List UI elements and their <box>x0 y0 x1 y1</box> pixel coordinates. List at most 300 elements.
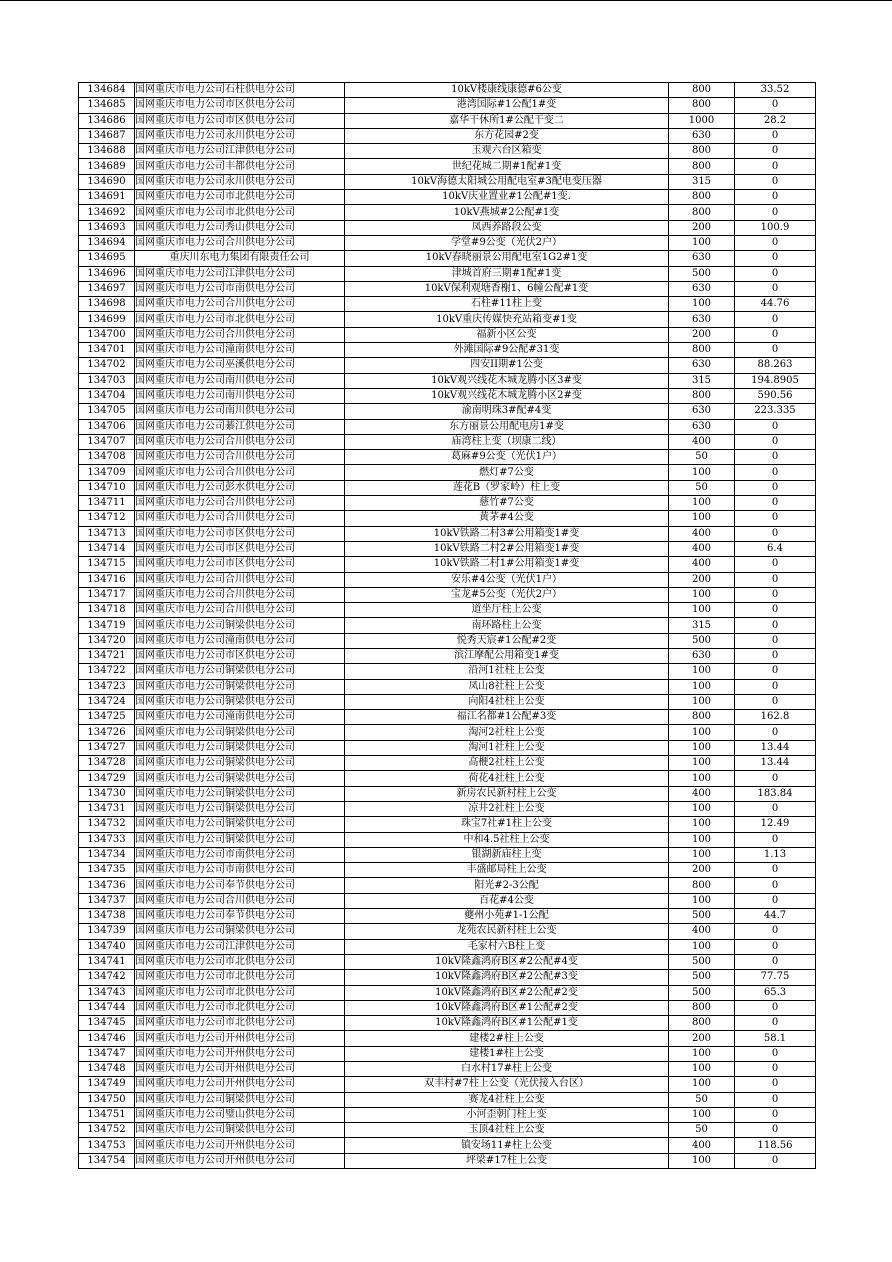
table-row <box>79 251 816 266</box>
table-row <box>79 327 816 342</box>
row-id-cell: 134685 <box>79 98 135 113</box>
row-id-cell: 134713 <box>79 526 135 541</box>
row-id-cell: 134727 <box>79 740 135 755</box>
value-cell: 88.263 <box>735 358 816 373</box>
table-row <box>79 511 816 526</box>
value-cell: 0 <box>735 1107 816 1122</box>
value-cell: 65.3 <box>735 985 816 1000</box>
capacity-cell: 630 <box>669 281 735 296</box>
company-cell: 国网重庆市电力公司南川供电分公司 <box>135 404 345 419</box>
row-id-cell: 134734 <box>79 847 135 862</box>
value-cell: 118.56 <box>735 1138 816 1153</box>
value-cell: 0 <box>735 251 816 266</box>
capacity-cell: 50 <box>669 480 735 495</box>
row-id-cell: 134745 <box>79 1016 135 1031</box>
company-cell: 国网重庆市电力公司开州供电分公司 <box>135 1153 345 1168</box>
capacity-cell: 100 <box>669 1062 735 1077</box>
capacity-cell: 100 <box>669 801 735 816</box>
transformer-name-cell: 10kV铁路二村3#公用箱变1#变 <box>345 526 669 541</box>
transformer-name-cell: 建楼1#柱上公变 <box>345 1046 669 1061</box>
value-cell: 0 <box>735 648 816 663</box>
row-id-cell: 134688 <box>79 144 135 159</box>
table-row <box>79 1153 816 1168</box>
row-id-cell: 134741 <box>79 954 135 969</box>
company-cell: 国网重庆市电力公司市南供电分公司 <box>135 863 345 878</box>
row-id-cell: 134686 <box>79 113 135 128</box>
transformer-name-cell: 玉观六台区箱变 <box>345 144 669 159</box>
capacity-cell: 630 <box>669 312 735 327</box>
table-row <box>79 266 816 281</box>
transformer-name-cell: 10kV隆鑫鸿府B区#2公配#3变 <box>345 970 669 985</box>
row-id-cell: 134723 <box>79 679 135 694</box>
transformer-name-cell: 银湖新庙柱上变 <box>345 847 669 862</box>
capacity-cell: 500 <box>669 266 735 281</box>
company-cell: 国网重庆市电力公司铜梁供电分公司 <box>135 1123 345 1138</box>
transformer-name-cell: 珠宝7社#1柱上公变 <box>345 817 669 832</box>
capacity-cell: 200 <box>669 327 735 342</box>
row-id-cell: 134754 <box>79 1153 135 1168</box>
value-cell: 1.13 <box>735 847 816 862</box>
capacity-cell: 100 <box>669 235 735 250</box>
table-row <box>79 388 816 403</box>
company-cell: 国网重庆市电力公司奉节供电分公司 <box>135 878 345 893</box>
table-row <box>79 878 816 893</box>
row-id-cell: 134719 <box>79 618 135 633</box>
capacity-cell: 1000 <box>669 113 735 128</box>
table-row <box>79 434 816 449</box>
capacity-cell: 100 <box>669 832 735 847</box>
company-cell: 国网重庆市电力公司合川供电分公司 <box>135 434 345 449</box>
value-cell: 0 <box>735 1092 816 1107</box>
capacity-cell: 400 <box>669 786 735 801</box>
capacity-cell: 800 <box>669 710 735 725</box>
value-cell: 0 <box>735 664 816 679</box>
transformer-name-cell: 阳光#2-3公配 <box>345 878 669 893</box>
table-row <box>79 312 816 327</box>
transformer-name-cell: 10kV保利观塘香榭1、6幢公配#1变 <box>345 281 669 296</box>
transformer-name-cell: 毛家村六B柱上变 <box>345 939 669 954</box>
table-row <box>79 756 816 771</box>
company-cell: 国网重庆市电力公司綦江供电分公司 <box>135 419 345 434</box>
company-cell: 国网重庆市电力公司铜梁供电分公司 <box>135 801 345 816</box>
value-cell: 0 <box>735 511 816 526</box>
transformer-name-cell: 赛龙4社柱上公变 <box>345 1092 669 1107</box>
table-row <box>79 83 816 98</box>
table-row <box>79 526 816 541</box>
transformer-name-cell: 凤西养路段公变 <box>345 220 669 235</box>
value-cell: 33.52 <box>735 83 816 98</box>
transformer-name-cell: 淘河1社柱上公变 <box>345 740 669 755</box>
company-cell: 国网重庆市电力公司开州供电分公司 <box>135 1046 345 1061</box>
company-cell: 国网重庆市电力公司开州供电分公司 <box>135 1031 345 1046</box>
row-id-cell: 134695 <box>79 251 135 266</box>
table-row <box>79 174 816 189</box>
table-row <box>79 144 816 159</box>
table-row <box>79 220 816 235</box>
value-cell: 0 <box>735 1046 816 1061</box>
company-cell: 重庆川东电力集团有限责任公司 <box>135 251 345 266</box>
transformer-name-cell: 双丰村#7柱上公变（光伏接入台区） <box>345 1077 669 1092</box>
table-row <box>79 557 816 572</box>
value-cell: 0 <box>735 312 816 327</box>
company-cell: 国网重庆市电力公司开州供电分公司 <box>135 1062 345 1077</box>
row-id-cell: 134700 <box>79 327 135 342</box>
row-id-cell: 134718 <box>79 603 135 618</box>
transformer-name-cell: 坪梁#17柱上公变 <box>345 1153 669 1168</box>
company-cell: 国网重庆市电力公司秀山供电分公司 <box>135 220 345 235</box>
transformer-name-cell: 10kV海德太阳城公用配电室#3配电变压器 <box>345 174 669 189</box>
value-cell: 0 <box>735 327 816 342</box>
row-id-cell: 134714 <box>79 541 135 556</box>
row-id-cell: 134707 <box>79 434 135 449</box>
row-id-cell: 134690 <box>79 174 135 189</box>
value-cell: 0 <box>735 863 816 878</box>
value-cell: 183.84 <box>735 786 816 801</box>
table-row <box>79 909 816 924</box>
capacity-cell: 100 <box>669 893 735 908</box>
row-id-cell: 134708 <box>79 450 135 465</box>
capacity-cell: 630 <box>669 128 735 143</box>
value-cell: 0 <box>735 465 816 480</box>
row-id-cell: 134710 <box>79 480 135 495</box>
table-row <box>79 465 816 480</box>
transformer-name-cell: 丰盛邮局柱上公变 <box>345 863 669 878</box>
table-row <box>79 404 816 419</box>
table-row <box>79 603 816 618</box>
page-top-rule <box>0 0 892 1</box>
company-cell: 国网重庆市电力公司铜梁供电分公司 <box>135 1092 345 1107</box>
table-row <box>79 939 816 954</box>
transformer-name-cell: 庙湾柱上变（坝康二线） <box>345 434 669 449</box>
company-cell: 国网重庆市电力公司市区供电分公司 <box>135 541 345 556</box>
value-cell: 0 <box>735 725 816 740</box>
transformer-name-cell: 东方丽景公用配电房1#变 <box>345 419 669 434</box>
value-cell: 0 <box>735 496 816 511</box>
value-cell: 0 <box>735 450 816 465</box>
value-cell: 162.8 <box>735 710 816 725</box>
transformer-name-cell: 嘉华干休所1#公配干变二 <box>345 113 669 128</box>
row-id-cell: 134743 <box>79 985 135 1000</box>
capacity-cell: 630 <box>669 404 735 419</box>
row-id-cell: 134740 <box>79 939 135 954</box>
company-cell: 国网重庆市电力公司市区供电分公司 <box>135 526 345 541</box>
table-row <box>79 1031 816 1046</box>
value-cell: 0 <box>735 633 816 648</box>
transformer-name-cell: 10kV铁路二村1#公用箱变1#变 <box>345 557 669 572</box>
table-row <box>79 128 816 143</box>
value-cell: 13.44 <box>735 740 816 755</box>
capacity-cell: 100 <box>669 511 735 526</box>
row-id-cell: 134729 <box>79 771 135 786</box>
capacity-cell: 315 <box>669 373 735 388</box>
company-cell: 国网重庆市电力公司铜梁供电分公司 <box>135 679 345 694</box>
company-cell: 国网重庆市电力公司江津供电分公司 <box>135 266 345 281</box>
capacity-cell: 315 <box>669 618 735 633</box>
transformer-name-cell: 10kV观兴线花木城龙腾小区3#变 <box>345 373 669 388</box>
capacity-cell: 800 <box>669 1000 735 1015</box>
capacity-cell: 100 <box>669 679 735 694</box>
table-row <box>79 358 816 373</box>
table-row <box>79 572 816 587</box>
table-row <box>79 648 816 663</box>
capacity-cell: 100 <box>669 725 735 740</box>
company-cell: 国网重庆市电力公司市南供电分公司 <box>135 281 345 296</box>
transformer-name-cell: 龙苑农民新村柱上公变 <box>345 924 669 939</box>
capacity-cell: 315 <box>669 174 735 189</box>
capacity-cell: 500 <box>669 970 735 985</box>
value-cell: 0 <box>735 144 816 159</box>
transformer-name-cell: 沿河1社柱上公变 <box>345 664 669 679</box>
value-cell: 77.75 <box>735 970 816 985</box>
table-row <box>79 694 816 709</box>
value-cell: 0 <box>735 572 816 587</box>
row-id-cell: 134694 <box>79 235 135 250</box>
capacity-cell: 100 <box>669 1077 735 1092</box>
table-row <box>79 618 816 633</box>
table-row <box>79 1123 816 1138</box>
value-cell: 0 <box>735 557 816 572</box>
company-cell: 国网重庆市电力公司铜梁供电分公司 <box>135 725 345 740</box>
row-id-cell: 134752 <box>79 1123 135 1138</box>
company-cell: 国网重庆市电力公司市区供电分公司 <box>135 113 345 128</box>
table-row <box>79 771 816 786</box>
capacity-cell: 800 <box>669 159 735 174</box>
row-id-cell: 134751 <box>79 1107 135 1122</box>
value-cell: 6.4 <box>735 541 816 556</box>
row-id-cell: 134706 <box>79 419 135 434</box>
transformer-name-cell: 向阳4社柱上公变 <box>345 694 669 709</box>
company-cell: 国网重庆市电力公司市北供电分公司 <box>135 190 345 205</box>
transformer-name-cell: 港湾国际#1公配1#变 <box>345 98 669 113</box>
table-row <box>79 205 816 220</box>
value-cell: 194.8905 <box>735 373 816 388</box>
capacity-cell: 800 <box>669 1016 735 1031</box>
company-cell: 国网重庆市电力公司合川供电分公司 <box>135 327 345 342</box>
transformer-name-cell: 玉顶4社柱上公变 <box>345 1123 669 1138</box>
row-id-cell: 134749 <box>79 1077 135 1092</box>
company-cell: 国网重庆市电力公司铜梁供电分公司 <box>135 664 345 679</box>
row-id-cell: 134724 <box>79 694 135 709</box>
row-id-cell: 134738 <box>79 909 135 924</box>
transformer-name-cell: 燃灯#7公变 <box>345 465 669 480</box>
row-id-cell: 134715 <box>79 557 135 572</box>
value-cell: 0 <box>735 128 816 143</box>
capacity-cell: 500 <box>669 954 735 969</box>
table-row <box>79 450 816 465</box>
capacity-cell: 800 <box>669 144 735 159</box>
value-cell: 0 <box>735 893 816 908</box>
capacity-cell: 200 <box>669 1031 735 1046</box>
transformer-name-cell: 中和4.5社柱上公变 <box>345 832 669 847</box>
company-cell: 国网重庆市电力公司市北供电分公司 <box>135 205 345 220</box>
row-id-cell: 134703 <box>79 373 135 388</box>
transformer-name-cell: 淘河2社柱上公变 <box>345 725 669 740</box>
transformer-name-cell: 凉井2社柱上公变 <box>345 801 669 816</box>
company-cell: 国网重庆市电力公司铜梁供电分公司 <box>135 771 345 786</box>
table-row <box>79 587 816 602</box>
capacity-cell: 800 <box>669 205 735 220</box>
row-id-cell: 134733 <box>79 832 135 847</box>
company-cell: 国网重庆市电力公司南川供电分公司 <box>135 373 345 388</box>
company-cell: 国网重庆市电力公司合川供电分公司 <box>135 603 345 618</box>
table-row <box>79 480 816 495</box>
row-id-cell: 134736 <box>79 878 135 893</box>
capacity-cell: 100 <box>669 1046 735 1061</box>
company-cell: 国网重庆市电力公司市北供电分公司 <box>135 985 345 1000</box>
row-id-cell: 134717 <box>79 587 135 602</box>
value-cell: 0 <box>735 694 816 709</box>
table-row <box>79 496 816 511</box>
value-cell: 12.49 <box>735 817 816 832</box>
row-id-cell: 134728 <box>79 756 135 771</box>
transformer-name-cell: 世纪花城二期#1配#1变 <box>345 159 669 174</box>
capacity-cell: 800 <box>669 878 735 893</box>
table-row <box>79 985 816 1000</box>
table-row <box>79 1077 816 1092</box>
row-id-cell: 134721 <box>79 648 135 663</box>
transformer-name-cell: 安乐#4公变（光伏1户） <box>345 572 669 587</box>
company-cell: 国网重庆市电力公司江津供电分公司 <box>135 939 345 954</box>
transformer-name-cell: 黄茅#4公变 <box>345 511 669 526</box>
transformer-name-cell: 莲花B（罗家岭）柱上变 <box>345 480 669 495</box>
row-id-cell: 134699 <box>79 312 135 327</box>
company-cell: 国网重庆市电力公司南川供电分公司 <box>135 388 345 403</box>
table-row <box>79 710 816 725</box>
table-row <box>79 633 816 648</box>
value-cell: 0 <box>735 174 816 189</box>
transformer-name-cell: 东方花园#2变 <box>345 128 669 143</box>
row-id-cell: 134704 <box>79 388 135 403</box>
value-cell: 0 <box>735 1062 816 1077</box>
capacity-cell: 630 <box>669 358 735 373</box>
company-cell: 国网重庆市电力公司铜梁供电分公司 <box>135 756 345 771</box>
transformer-name-cell: 10kV隆鑫鸿府B区#1公配#2变 <box>345 1000 669 1015</box>
company-cell: 国网重庆市电力公司璧山供电分公司 <box>135 1107 345 1122</box>
transformer-name-cell: 夔州小苑#1-1公配 <box>345 909 669 924</box>
value-cell: 0 <box>735 190 816 205</box>
company-cell: 国网重庆市电力公司铜梁供电分公司 <box>135 924 345 939</box>
transformer-name-cell: 凤山8社柱上公变 <box>345 679 669 694</box>
value-cell: 0 <box>735 1016 816 1031</box>
row-id-cell: 134705 <box>79 404 135 419</box>
table-row <box>79 863 816 878</box>
capacity-cell: 800 <box>669 190 735 205</box>
value-cell: 28.2 <box>735 113 816 128</box>
table-row <box>79 893 816 908</box>
capacity-cell: 400 <box>669 557 735 572</box>
capacity-cell: 100 <box>669 587 735 602</box>
table-row <box>79 343 816 358</box>
table-row <box>79 954 816 969</box>
capacity-cell: 50 <box>669 1092 735 1107</box>
company-cell: 国网重庆市电力公司潼南供电分公司 <box>135 710 345 725</box>
capacity-cell: 200 <box>669 863 735 878</box>
value-cell: 44.7 <box>735 909 816 924</box>
capacity-cell: 800 <box>669 343 735 358</box>
table-row <box>79 190 816 205</box>
row-id-cell: 134697 <box>79 281 135 296</box>
row-id-cell: 134735 <box>79 863 135 878</box>
row-id-cell: 134742 <box>79 970 135 985</box>
transformer-name-cell: 四安II期#1公变 <box>345 358 669 373</box>
company-cell: 国网重庆市电力公司市北供电分公司 <box>135 312 345 327</box>
capacity-cell: 100 <box>669 603 735 618</box>
table-row <box>79 817 816 832</box>
value-cell: 0 <box>735 618 816 633</box>
value-cell: 0 <box>735 939 816 954</box>
transformer-name-cell: 慈竹#7公变 <box>345 496 669 511</box>
row-id-cell: 134725 <box>79 710 135 725</box>
transformer-name-cell: 10kV隆鑫鸿府B区#1公配#1变 <box>345 1016 669 1031</box>
capacity-cell: 100 <box>669 817 735 832</box>
company-cell: 国网重庆市电力公司铜梁供电分公司 <box>135 618 345 633</box>
value-cell: 0 <box>735 603 816 618</box>
row-id-cell: 134747 <box>79 1046 135 1061</box>
value-cell: 0 <box>735 281 816 296</box>
row-id-cell: 134746 <box>79 1031 135 1046</box>
table-row <box>79 786 816 801</box>
table-row <box>79 1138 816 1153</box>
capacity-cell: 100 <box>669 771 735 786</box>
transformer-name-cell: 宝龙#5公变（光伏2户） <box>345 587 669 602</box>
value-cell: 0 <box>735 343 816 358</box>
row-id-cell: 134737 <box>79 893 135 908</box>
capacity-cell: 630 <box>669 251 735 266</box>
row-id-cell: 134722 <box>79 664 135 679</box>
capacity-cell: 100 <box>669 496 735 511</box>
value-cell: 58.1 <box>735 1031 816 1046</box>
capacity-cell: 400 <box>669 924 735 939</box>
company-cell: 国网重庆市电力公司石柱供电分公司 <box>135 83 345 98</box>
capacity-cell: 50 <box>669 1123 735 1138</box>
company-cell: 国网重庆市电力公司铜梁供电分公司 <box>135 694 345 709</box>
transformer-name-cell: 葛麻#9公变（光伏1户） <box>345 450 669 465</box>
table-row <box>79 541 816 556</box>
row-id-cell: 134750 <box>79 1092 135 1107</box>
company-cell: 国网重庆市电力公司潼南供电分公司 <box>135 343 345 358</box>
capacity-cell: 100 <box>669 756 735 771</box>
row-id-cell: 134744 <box>79 1000 135 1015</box>
row-id-cell: 134684 <box>79 83 135 98</box>
row-id-cell: 134689 <box>79 159 135 174</box>
value-cell: 0 <box>735 1077 816 1092</box>
company-cell: 国网重庆市电力公司市北供电分公司 <box>135 1016 345 1031</box>
table-row <box>79 725 816 740</box>
table-row <box>79 1000 816 1015</box>
transformer-name-cell: 滨江摩配公用箱变1#变 <box>345 648 669 663</box>
company-cell: 国网重庆市电力公司市南供电分公司 <box>135 847 345 862</box>
company-cell: 国网重庆市电力公司丰都供电分公司 <box>135 159 345 174</box>
transformer-name-cell: 道坐厅柱上公变 <box>345 603 669 618</box>
transformer-name-cell: 10kV庆业置业#1公配#1变. <box>345 190 669 205</box>
capacity-cell: 100 <box>669 465 735 480</box>
row-id-cell: 134716 <box>79 572 135 587</box>
company-cell: 国网重庆市电力公司合川供电分公司 <box>135 511 345 526</box>
table-row <box>79 297 816 312</box>
transformer-name-cell: 荷花4社柱上公变 <box>345 771 669 786</box>
company-cell: 国网重庆市电力公司市区供电分公司 <box>135 648 345 663</box>
company-cell: 国网重庆市电力公司合川供电分公司 <box>135 235 345 250</box>
transformer-name-cell: 石柱#11柱上变 <box>345 297 669 312</box>
transformer-name-cell: 福新小区公变 <box>345 327 669 342</box>
value-cell: 0 <box>735 771 816 786</box>
company-cell: 国网重庆市电力公司合川供电分公司 <box>135 572 345 587</box>
row-id-cell: 134696 <box>79 266 135 281</box>
row-id-cell: 134692 <box>79 205 135 220</box>
company-cell: 国网重庆市电力公司市区供电分公司 <box>135 98 345 113</box>
row-id-cell: 134739 <box>79 924 135 939</box>
transformer-name-cell: 百花#4公变 <box>345 893 669 908</box>
